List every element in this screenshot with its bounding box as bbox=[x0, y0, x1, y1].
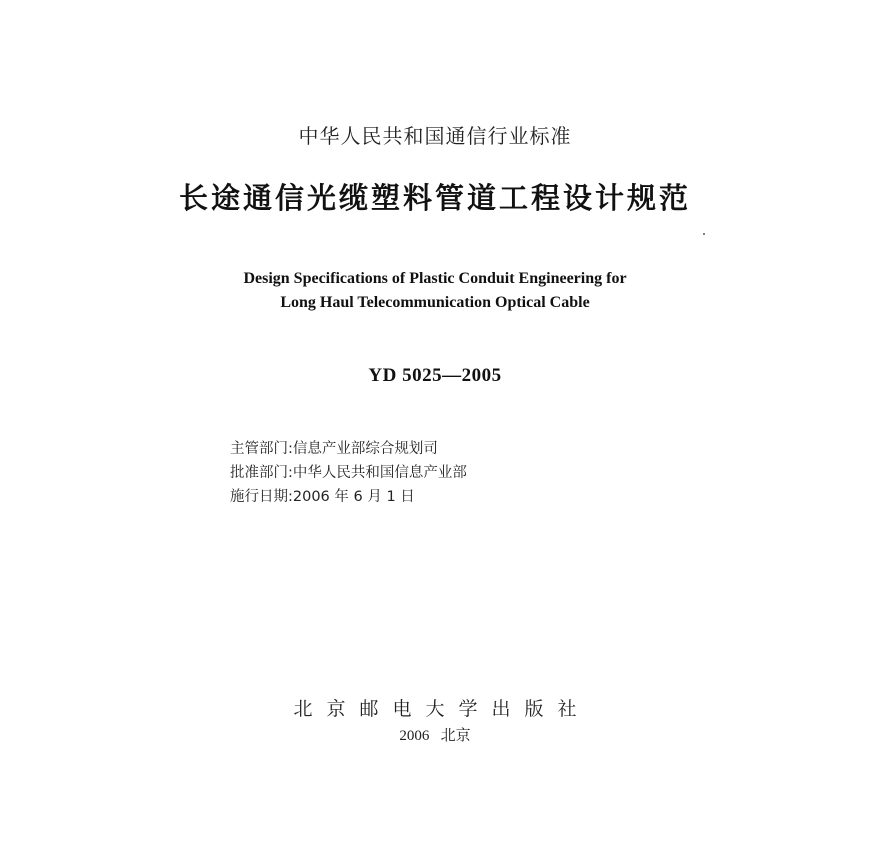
scan-speck bbox=[703, 233, 705, 235]
competent-department: 主管部门:信息产业部综合规划司 bbox=[230, 441, 438, 457]
title-chinese: 长途通信光缆塑料管道工程设计规范 bbox=[178, 181, 691, 215]
title-english-line-2: Long Haul Telecommunication Optical Cable bbox=[280, 294, 590, 311]
effective-date: 施行日期:2006 年 6 月 1 日 bbox=[230, 489, 415, 505]
standard-type-label: 中华人民共和国通信行业标准 bbox=[298, 124, 572, 148]
publication-year-place: 2006 北京 bbox=[399, 728, 471, 744]
approval-department: 批准部门:中华人民共和国信息产业部 bbox=[230, 465, 467, 481]
title-english-line-1: Design Specifications of Plastic Conduit Engineering for bbox=[243, 270, 627, 287]
publisher-name: 北京邮电大学出版社 bbox=[293, 698, 591, 720]
standard-code: YD 5025—2005 bbox=[368, 365, 502, 386]
